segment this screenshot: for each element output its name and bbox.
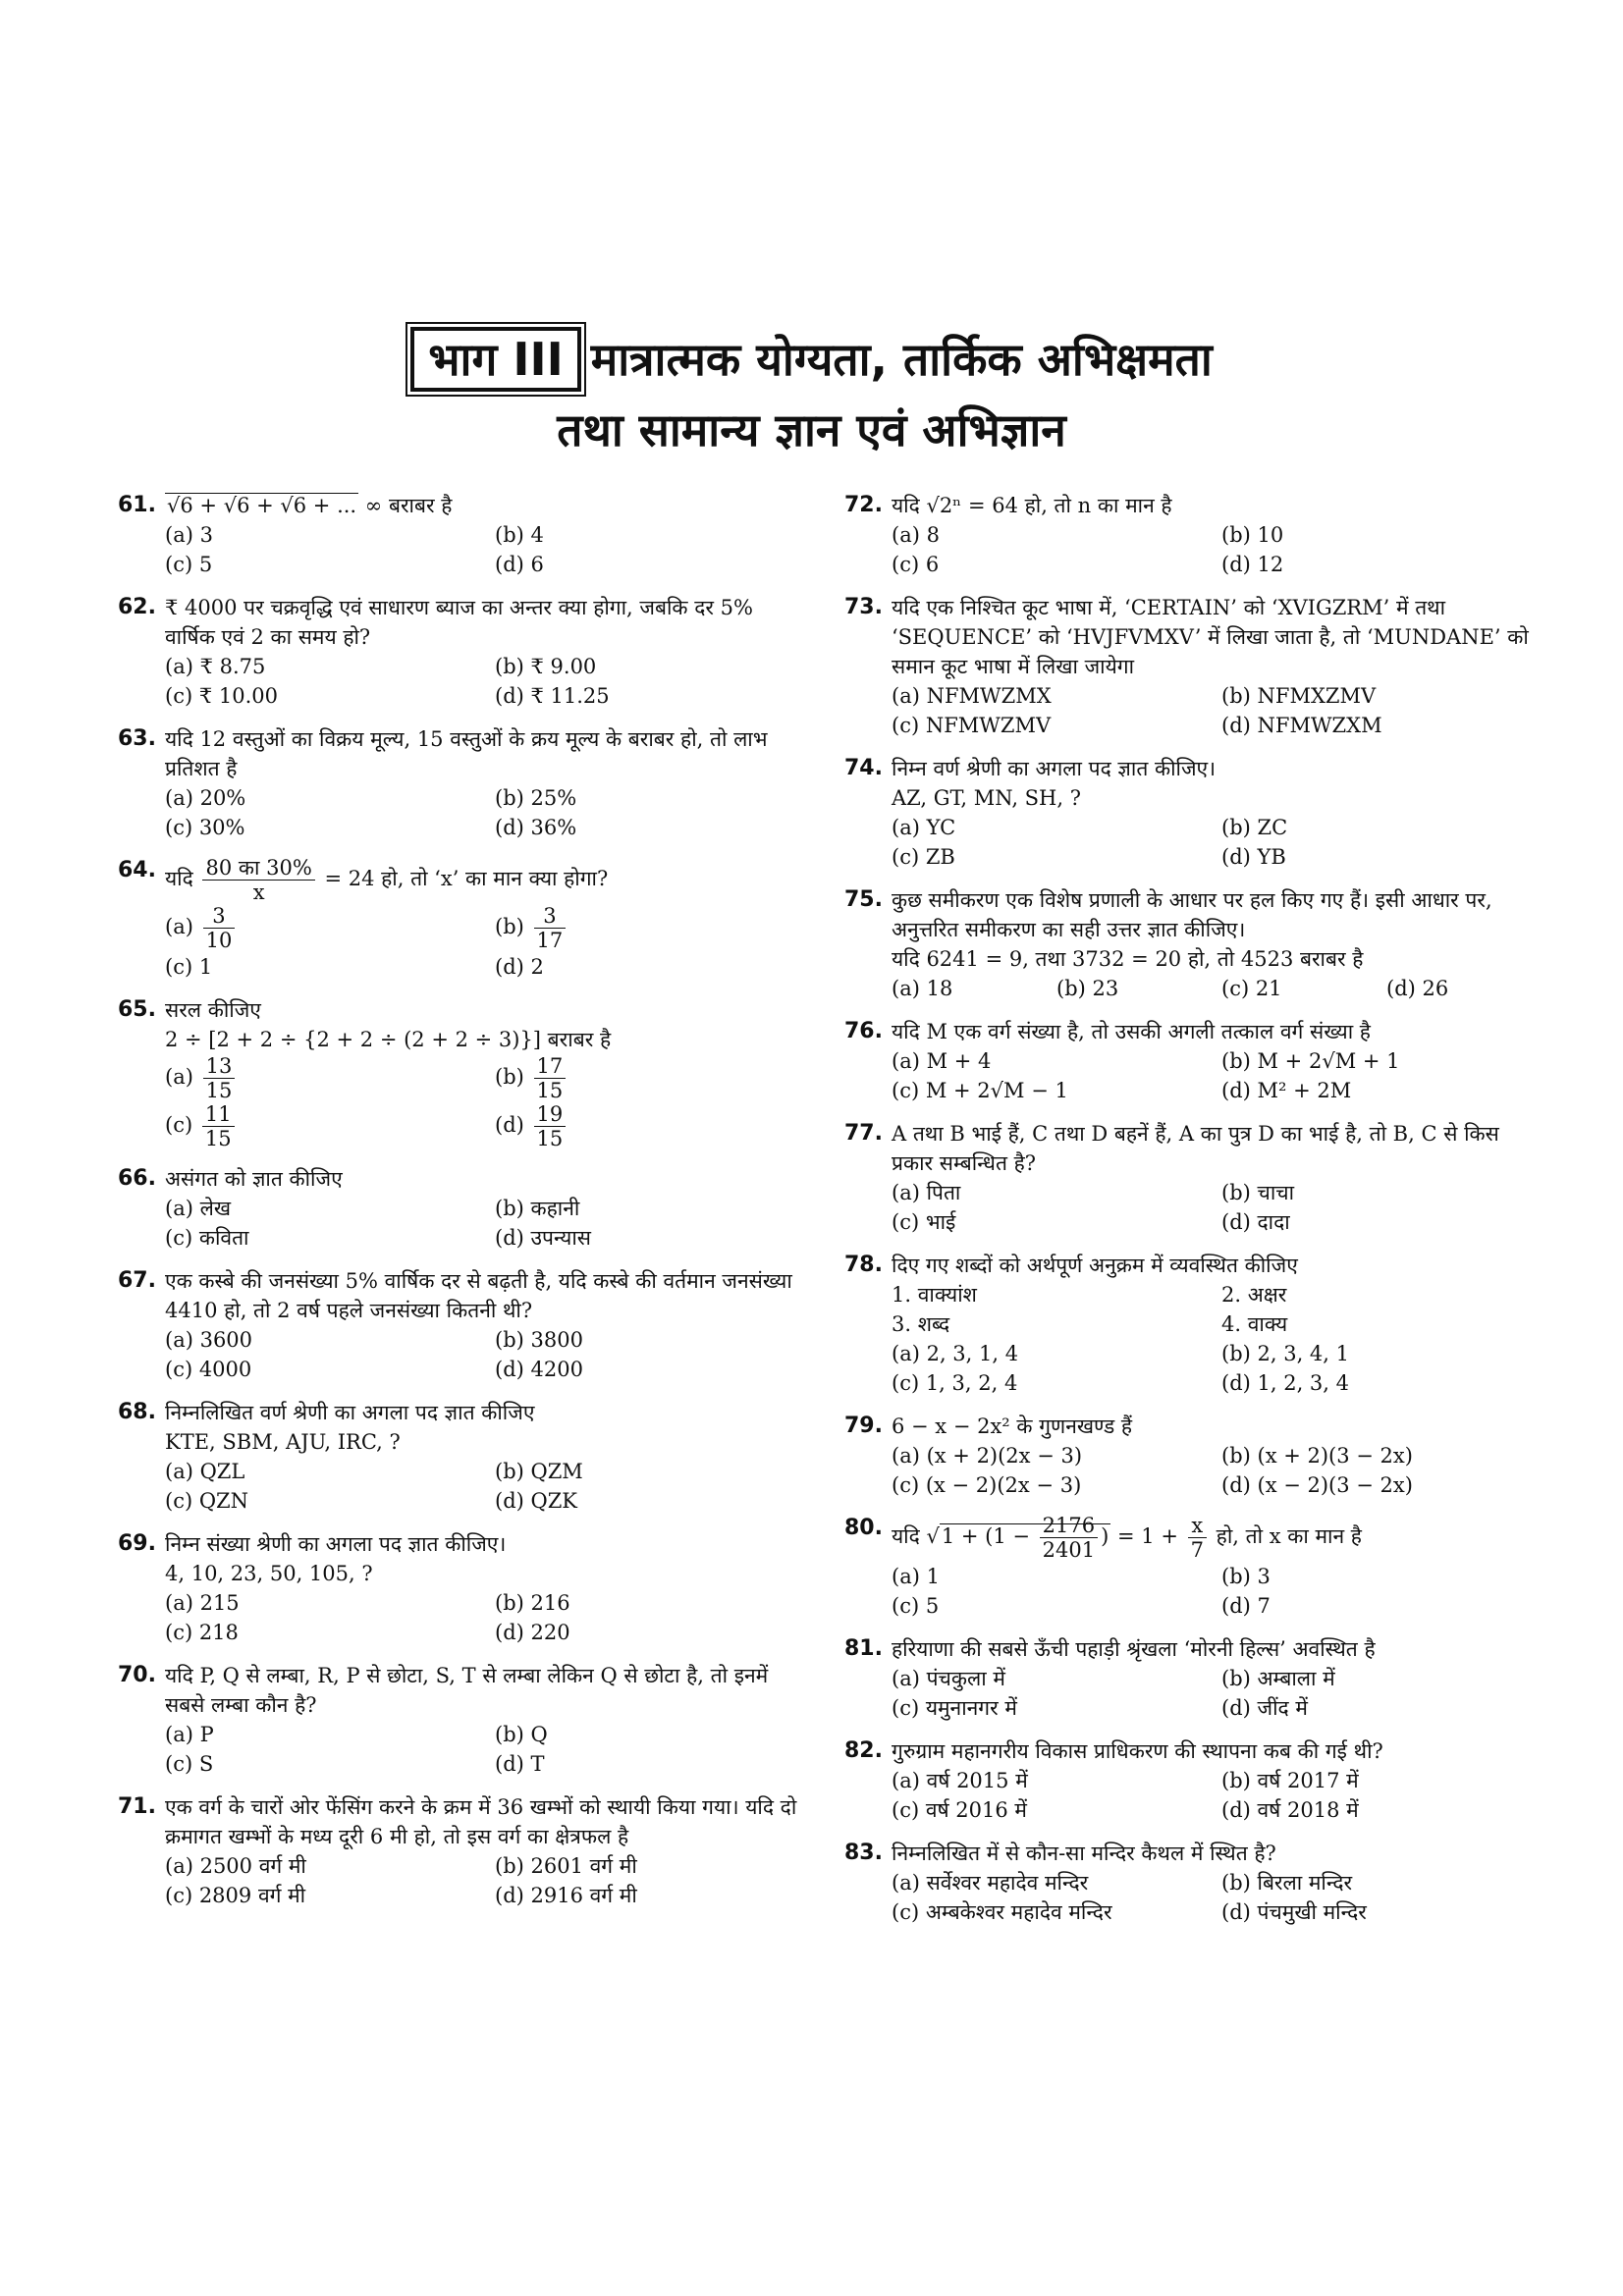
option-a[interactable]: (a) पंचकुला में	[892, 1667, 1005, 1690]
option-a[interactable]: (a) M + 4	[892, 1049, 992, 1073]
left-column	[118, 491, 805, 1924]
option-b[interactable]: (b) अम्बाला में	[1221, 1667, 1335, 1690]
option-a[interactable]: (a) (x + 2)(2x − 3)	[892, 1444, 1083, 1468]
letter-series: AZ, GT, MN, SH, ?	[892, 786, 1081, 810]
option-c[interactable]: (c) भाई	[892, 1210, 956, 1234]
option-c[interactable]: (c) 4000	[165, 1358, 252, 1381]
option-c[interactable]: (c) यमुनानगर में	[892, 1696, 1017, 1720]
section-title-1: मात्रात्मक योग्यता, तार्किक अभिक्षमता	[590, 333, 1213, 386]
option-c[interactable]: (c) 5	[165, 553, 213, 576]
number-series: 4, 10, 23, 50, 105, ?	[165, 1562, 373, 1585]
option-c[interactable]: (c) 6	[892, 553, 940, 576]
question-62: 62. ₹ 4000 पर चक्रवृद्धि एवं साधारण ब्याज का अन्तर क्या होगा, जबकि दर 5% वार्षिक एवं 2 का समय हो? (a) ₹ 8.75 (b) ₹ 9.00 (c) ₹ 10.00 (d) ₹ 11.25	[118, 593, 805, 711]
option-a[interactable]: (a) लेख	[165, 1197, 231, 1220]
option-c[interactable]: (c) 1	[165, 955, 213, 979]
option-d[interactable]: (d) ₹ 11.25	[495, 684, 610, 708]
question-63: 63. यदि 12 वस्तुओं का विक्रय मूल्य, 15 वस्तुओं के क्रय मूल्य के बराबर हो, तो लाभ प्रतिशत है (a) 20% (b) 25% (c) 30% (d) 36%	[118, 724, 805, 842]
option-d[interactable]: (d) NFMWZXM	[1221, 714, 1382, 737]
option-c[interactable]: (c) कविता	[165, 1226, 249, 1250]
option-c[interactable]: (c) NFMWZMV	[892, 714, 1052, 737]
page-header	[0, 324, 1623, 465]
question-74: 74. निम्न वर्ण श्रेणी का अगला पद ज्ञात कीजिए। AZ, GT, MN, SH, ? (a) YC (b) ZC (c) ZB (d) YB	[844, 754, 1532, 872]
option-d[interactable]: (d) 1, 2, 3, 4	[1221, 1371, 1349, 1395]
option-b[interactable]: (b) 4	[495, 523, 544, 547]
question-73: 73. यदि एक निश्चित कूट भाषा में, ‘CERTAIN’ को ‘XVIGZRM’ में तथा ‘SEQUENCE’ को ‘HVJFVMXV’ में लिखा जाता है, तो ‘MUNDANE’ को समान कूट भाषा में लिखा जायेगा (a) NFMWZMX (b) NFMXZMV (c) NFMWZMV (d) NFMWZXM	[844, 593, 1532, 740]
option-d[interactable]: (d) $\frac{19}{15}$	[495, 1102, 805, 1150]
question-82: 82. गुरुग्राम महानगरीय विकास प्राधिकरण की स्थापना कब की गई थी? (a) वर्ष 2015 में (b) वर्ष 2017 में (c) वर्ष 2016 में (d) वर्ष 2018 में	[844, 1736, 1532, 1825]
option-a[interactable]: (a) ₹ 8.75	[165, 655, 266, 678]
question-80: 80. यदि √1 + (1 − $\frac{2176}{2401}$ ) = 1 + $\frac{x}{7}$ हो, तो x का मान है (a) 1 (b) 3 (c) 5 (d) 7	[844, 1514, 1532, 1621]
option-c[interactable]: (c) अम्बकेश्वर महादेव मन्दिर	[892, 1900, 1112, 1924]
math-expression: √6 + √6 + √6 + ...	[167, 494, 357, 517]
option-d[interactable]: (d) 4200	[495, 1358, 583, 1381]
option-d[interactable]: (d) 2916 वर्ग मी	[495, 1884, 637, 1907]
question-69: 69. निम्न संख्या श्रेणी का अगला पद ज्ञात कीजिए। 4, 10, 23, 50, 105, ? (a) 215 (b) 216 (c) 218 (d) 220	[118, 1529, 805, 1647]
option-a[interactable]: (a) 20%	[165, 786, 246, 810]
option-a[interactable]: (a) $\frac{3}{10}$	[165, 904, 475, 952]
option-a[interactable]: (a) YC	[892, 816, 956, 839]
option-c[interactable]: (c) 2809 वर्ग मी	[165, 1884, 306, 1907]
option-d[interactable]: (d) (x − 2)(3 − 2x)	[1221, 1473, 1413, 1497]
option-d[interactable]: (d) 6	[495, 553, 544, 576]
question-72: 72. यदि √2ⁿ = 64 हो, तो n का मान है (a) 8 (b) 10 (c) 6 (d) 12	[844, 491, 1532, 579]
part-label: भाग III	[410, 327, 581, 392]
option-c[interactable]: (c) $\frac{11}{15}$	[165, 1102, 475, 1150]
option-b[interactable]: (b) 3	[1221, 1565, 1271, 1588]
option-a[interactable]: (a) 3600	[165, 1328, 253, 1352]
option-a[interactable]: (a) $\frac{13}{15}$	[165, 1054, 475, 1102]
question-64: 64. यदि $\frac{\text{80 का 30\%}}{x}$ = 24 हो, तो ‘x’ का मान क्या होगा? (a) $\frac{3}{10}$ (b) $\frac{3}{17}$ (c) 1 (d) 2	[118, 856, 805, 982]
option-d[interactable]: (d) 12	[1221, 553, 1284, 576]
option-d[interactable]: (d) दादा	[1221, 1210, 1290, 1234]
option-d[interactable]: (d) उपन्यास	[495, 1226, 591, 1250]
option-c[interactable]: (c) 30%	[165, 816, 245, 839]
option-c[interactable]: (c) M + 2√M − 1	[892, 1079, 1068, 1102]
question-66: 66. असंगत को ज्ञात कीजिए (a) लेख (b) कहानी (c) कविता (d) उपन्यास	[118, 1164, 805, 1253]
option-b[interactable]: (b) Q	[495, 1723, 548, 1746]
question-68: 68. निम्नलिखित वर्ण श्रेणी का अगला पद ज्ञात कीजिए KTE, SBM, AJU, IRC, ? (a) QZL (b) QZM (c) QZN (d) QZK	[118, 1398, 805, 1516]
option-b[interactable]: (b) कहानी	[495, 1197, 580, 1220]
option-b[interactable]: (b) 10	[1221, 523, 1284, 547]
question-83: 83. निम्नलिखित में से कौन-सा मन्दिर कैथल में स्थित है? (a) सर्वेश्वर महादेव मन्दिर (b) बिरला मन्दिर (c) अम्बकेश्वर महादेव मन्दिर (d) पंचमुखी मन्दिर	[844, 1839, 1532, 1927]
option-b[interactable]: (b) 23	[1056, 977, 1119, 1000]
right-column	[844, 491, 1532, 1941]
question-70: 70. यदि P, Q से लम्बा, R, P से छोटा, S, T से लम्बा लेकिन Q से छोटा है, तो इनमें सबसे लम्बा कौन है? (a) P (b) Q (c) S (d) T	[118, 1661, 805, 1779]
option-d[interactable]: (d) 220	[495, 1621, 570, 1644]
option-a[interactable]: (a) QZL	[165, 1460, 245, 1483]
option-d[interactable]: (d) YB	[1221, 845, 1286, 869]
option-b[interactable]: (b) $\frac{17}{15}$	[495, 1054, 805, 1102]
option-d[interactable]: (d) T	[495, 1752, 545, 1776]
question-79: 79. 6 − x − 2x² के गुणनखण्ड हैं (a) (x + 2)(2x − 3) (b) (x + 2)(3 − 2x) (c) (x − 2)(2x − 3) (d) (x − 2)(3 − 2x)	[844, 1412, 1532, 1500]
option-b[interactable]: (b) 216	[495, 1591, 570, 1615]
option-d[interactable]: (d) M² + 2M	[1221, 1079, 1352, 1102]
option-a[interactable]: (a) 2500 वर्ग मी	[165, 1854, 306, 1878]
option-d[interactable]: (d) 26	[1386, 977, 1449, 1000]
option-a[interactable]: (a) P	[165, 1723, 214, 1746]
option-d[interactable]: (d) 2	[495, 955, 544, 979]
option-c[interactable]: (c) 1, 3, 2, 4	[892, 1371, 1018, 1395]
question-65: 65. सरल कीजिए 2 ÷ [2 + 2 ÷ {2 + 2 ÷ (2 + 2 ÷ 3)}] बराबर है (a) $\frac{13}{15}$ (b) $\frac{17}{15}$ (c) $\frac{11}{15}$ (d) $\frac{19}{15}$	[118, 995, 805, 1150]
option-c[interactable]: (c) 218	[165, 1621, 239, 1644]
option-a[interactable]: (a) सर्वेश्वर महादेव मन्दिर	[892, 1871, 1089, 1895]
option-c[interactable]: (c) S	[165, 1752, 214, 1776]
option-d[interactable]: (d) QZK	[495, 1489, 577, 1513]
option-a[interactable]: (a) 8	[892, 523, 940, 547]
question-75: 75. कुछ समीकरण एक विशेष प्रणाली के आधार पर हल किए गए हैं। इसी आधार पर, अनुत्तरित समीकरण का सही उत्तर ज्ञात कीजिए। यदि 6241 = 9, तथा 3732 = 20 हो, तो 4523 बराबर है (a) 18 (b) 23 (c) 21 (d) 26	[844, 885, 1532, 1003]
option-c[interactable]: (c) 21	[1221, 977, 1282, 1000]
option-b[interactable]: (b) चाचा	[1221, 1181, 1295, 1204]
option-a[interactable]: (a) वर्ष 2015 में	[892, 1769, 1028, 1792]
option-b[interactable]: (b) NFMXZMV	[1221, 684, 1377, 708]
option-a[interactable]: (a) 1	[892, 1565, 940, 1588]
question-76: 76. यदि M एक वर्ग संख्या है, तो उसकी अगली तत्काल वर्ग संख्या है (a) M + 4 (b) M + 2√M + 1 (c) M + 2√M − 1 (d) M² + 2M	[844, 1017, 1532, 1105]
option-a[interactable]: (a) 3	[165, 523, 213, 547]
math-expression: 1 + (1 − $\frac{2176}{2401}$ )	[941, 1514, 1109, 1562]
equation-line: यदि 6241 = 9, तथा 3732 = 20 हो, तो 4523 बराबर है	[892, 947, 1364, 971]
option-a[interactable]: (a) पिता	[892, 1181, 961, 1204]
question-77: 77. A तथा B भाई हैं, C तथा D बहनें हैं, A का पुत्र D का भाई है, तो B, C से किस प्रकार सम्बन्धित है? (a) पिता (b) चाचा (c) भाई (d) दादा	[844, 1119, 1532, 1237]
option-d[interactable]: (d) 36%	[495, 816, 577, 839]
question-67: 67. एक कस्बे की जनसंख्या 5% वार्षिक दर से बढ़ती है, यदि कस्बे की वर्तमान जनसंख्या 4410 हो, तो 2 वर्ष पहले जनसंख्या कितनी थी? (a) 3600 (b) 3800 (c) 4000 (d) 4200	[118, 1266, 805, 1384]
option-d[interactable]: (d) 7	[1221, 1594, 1271, 1618]
option-b[interactable]: (b) 2, 3, 4, 1	[1221, 1342, 1349, 1365]
option-c[interactable]: (c) QZN	[165, 1489, 249, 1513]
option-b[interactable]: (b) QZM	[495, 1460, 583, 1483]
question-71: 71. एक वर्ग के चारों ओर फेंसिंग करने के क्रम में 36 खम्भों को स्थायी किया गया। यदि दो क्रमागत खम्भों के मध्य दूरी 6 मी हो, तो इस वर्ग का क्षेत्रफल है (a) 2500 वर्ग मी (b) 2601 वर्ग मी (c) 2809 वर्ग मी (d) 2916 वर्ग मी	[118, 1792, 805, 1910]
question-78: 78. दिए गए शब्दों को अर्थपूर्ण अनुक्रम में व्यवस्थित कीजिए 1. वाक्यांश 2. अक्षर 3. शब्द 4. वाक्य (a) 2, 3, 1, 4 (b) 2, 3, 4, 1 (c) 1, 3, 2, 4 (d) 1, 2, 3, 4	[844, 1251, 1532, 1398]
option-c[interactable]: (c) ₹ 10.00	[165, 684, 278, 708]
option-d[interactable]: (d) जींद में	[1221, 1696, 1308, 1720]
option-b[interactable]: (b) वर्ष 2017 में	[1221, 1769, 1359, 1792]
option-c[interactable]: (c) ZB	[892, 845, 955, 869]
question-81: 81. हरियाणा की सबसे ऊँची पहाड़ी श्रृंखला ‘मोरनी हिल्स’ अवस्थित है (a) पंचकुला में (b) अम्बाला में (c) यमुनानगर में (d) जींद में	[844, 1634, 1532, 1723]
option-b[interactable]: (b) ZC	[1221, 816, 1288, 839]
question-61: 61. √6 + √6 + √6 + ... ∞ बराबर है (a) 3 (b) 4 (c) 5 (d) 6	[118, 491, 805, 579]
option-b[interactable]: (b) (x + 2)(3 − 2x)	[1221, 1444, 1413, 1468]
word-list: 1. वाक्यांश 2. अक्षर 3. शब्द 4. वाक्य	[892, 1283, 1288, 1336]
option-c[interactable]: (c) वर्ष 2016 में	[892, 1798, 1027, 1822]
option-b[interactable]: (b) 2601 वर्ग मी	[495, 1854, 637, 1878]
fraction: $\frac{\text{80 का 30\%}}{x}$	[202, 856, 314, 904]
option-b[interactable]: (b) $\frac{3}{17}$	[495, 904, 805, 952]
option-b[interactable]: (b) 3800	[495, 1328, 583, 1352]
section-title-2: तथा सामान्य ज्ञान एवं अभिज्ञान	[557, 403, 1066, 456]
option-a[interactable]: (a) 18	[892, 977, 953, 1000]
option-b[interactable]: (b) 25%	[495, 786, 577, 810]
option-c[interactable]: (c) 5	[892, 1594, 940, 1618]
option-d[interactable]: (d) वर्ष 2018 में	[1221, 1798, 1359, 1822]
option-b[interactable]: (b) M + 2√M + 1	[1221, 1049, 1400, 1073]
option-a[interactable]: (a) 2, 3, 1, 4	[892, 1342, 1019, 1365]
option-d[interactable]: (d) पंचमुखी मन्दिर	[1221, 1900, 1367, 1924]
header-line-1	[0, 324, 1623, 395]
option-c[interactable]: (c) (x − 2)(2x − 3)	[892, 1473, 1082, 1497]
option-a[interactable]: (a) 215	[165, 1591, 240, 1615]
expression: 2 ÷ [2 + 2 ÷ {2 + 2 ÷ (2 + 2 ÷ 3)}] बराबर है	[165, 1028, 612, 1051]
letter-series: KTE, SBM, AJU, IRC, ?	[165, 1430, 401, 1454]
option-b[interactable]: (b) ₹ 9.00	[495, 655, 597, 678]
option-b[interactable]: (b) बिरला मन्दिर	[1221, 1871, 1353, 1895]
option-a[interactable]: (a) NFMWZMX	[892, 684, 1052, 708]
